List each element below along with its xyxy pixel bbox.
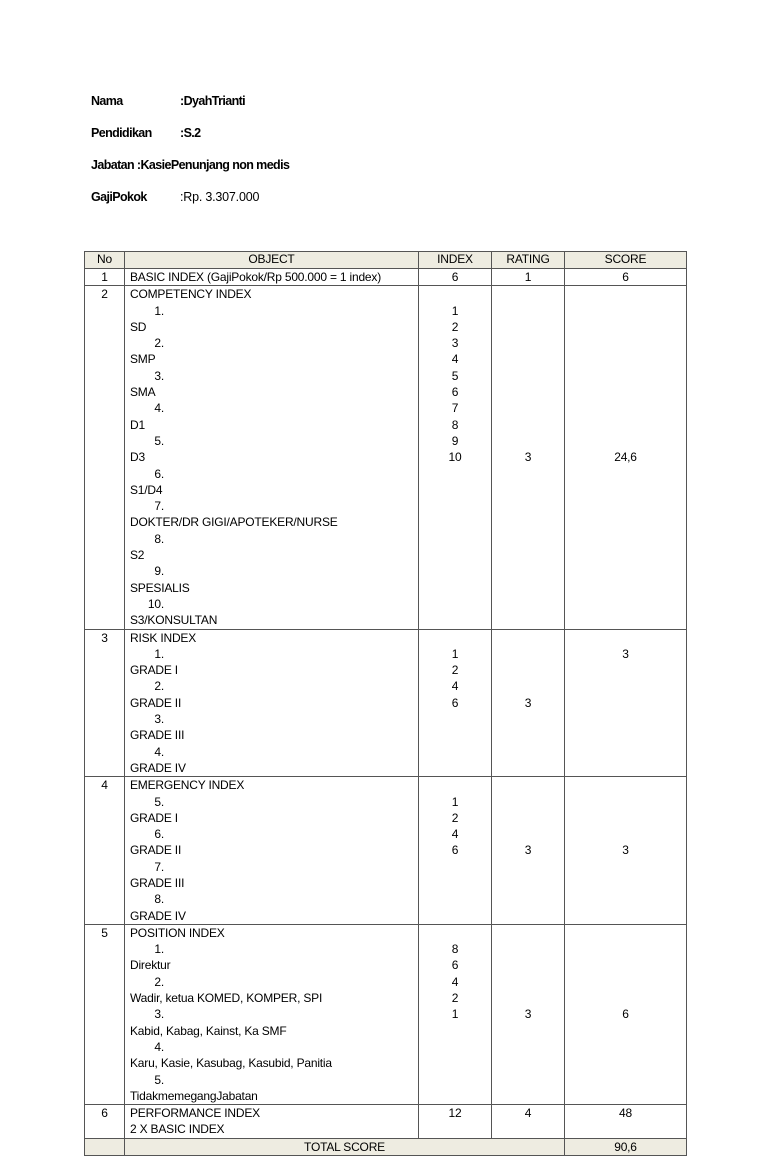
row-title: RISK INDEX	[130, 630, 197, 645]
table-row	[85, 629, 687, 777]
gaji-label: GajiPokok	[91, 190, 147, 204]
row-rating: 3	[492, 286, 565, 629]
jabatan-line: Jabatan :KasiePenunjang non medis	[91, 158, 290, 172]
list-item: 9. SPESIALIS	[130, 564, 190, 595]
table-row	[85, 777, 687, 925]
row-title: POSITION INDEX	[130, 925, 225, 940]
row-score: 48	[565, 1105, 687, 1139]
row-index: 1 2 4 6	[419, 777, 492, 925]
row-object	[125, 629, 419, 777]
row-index: 8 6 4 2 1	[419, 924, 492, 1104]
list-item: 6. GRADE II	[130, 827, 182, 858]
list-item: 2. GRADE II	[130, 679, 182, 710]
row-index: 12	[419, 1105, 492, 1139]
row-score: 3	[565, 777, 687, 925]
list-item: 7. GRADE III	[130, 859, 185, 890]
score-table	[84, 251, 687, 1156]
table-row	[85, 269, 687, 286]
row-object	[125, 1105, 419, 1139]
row-object	[125, 286, 419, 629]
list-item: 1. SD	[130, 303, 164, 334]
row-no: 4	[85, 777, 125, 925]
row-rating: 3	[492, 924, 565, 1104]
list-item: 3. SMA	[130, 368, 164, 400]
row-object	[125, 777, 419, 925]
row-index: 1 2 4 6	[419, 629, 492, 777]
list-item: 2. Wadir, ketua KOMED, KOMPER, SPI	[130, 974, 323, 1006]
row-score: 24,6	[565, 286, 687, 629]
row-index: 6	[419, 269, 492, 286]
list-item: 10. S3/KONSULTAN	[130, 596, 218, 628]
row-score: 3	[565, 629, 687, 777]
row-rating: 1	[492, 269, 565, 286]
list-item: 7. DOKTER/DR GIGI/APOTEKER/NURSE	[130, 499, 338, 530]
row-score: 6	[565, 269, 687, 286]
list-item: 3. Kabid, Kabag, Kainst, Ka SMF	[130, 1007, 287, 1038]
list-item: 4. Karu, Kasie, Kasubag, Kasubid, Panitia	[130, 1039, 332, 1071]
list-item: 5. TidakmemegangJabatan	[130, 1072, 258, 1103]
total-row	[85, 1138, 687, 1155]
nama-line	[91, 94, 246, 108]
row-title: PERFORMANCE INDEX	[130, 1106, 260, 1121]
gaji-line	[91, 190, 260, 204]
nama-value: :DyahTrianti	[180, 94, 246, 108]
row-no: 3	[85, 629, 125, 777]
col-header-no: No	[85, 252, 125, 269]
col-header-score: SCORE	[565, 252, 687, 269]
row-rating: 3	[492, 777, 565, 925]
row-object: BASIC INDEX (GajiPokok/Rp 500.000 = 1 index)	[125, 269, 419, 286]
row-index: 1 2 3 4 5 6 7 8 9 10	[419, 286, 492, 629]
row-no: 6	[85, 1105, 125, 1139]
row-rating: 3	[492, 629, 565, 777]
list-item: 2. SMP	[130, 336, 164, 367]
list-item: 8. S2	[130, 531, 164, 563]
row-subtitle: 2 X BASIC INDEX	[130, 1122, 225, 1137]
list-item: 5. D3	[130, 433, 164, 465]
list-item: 5. GRADE I	[130, 794, 178, 825]
row-rating: 4	[492, 1105, 565, 1139]
table-row	[85, 924, 687, 1104]
row-object	[125, 924, 419, 1104]
row-title: COMPETENCY INDEX	[130, 287, 252, 302]
list-item: 1. GRADE I	[130, 646, 178, 678]
pendidikan-label: Pendidikan	[91, 126, 152, 140]
row-title: EMERGENCY INDEX	[130, 778, 245, 793]
row-no: 1	[85, 269, 125, 286]
list-item: 3. GRADE III	[130, 712, 185, 743]
total-blank-cell	[85, 1138, 125, 1155]
table-row	[85, 286, 687, 629]
table-row	[85, 1105, 687, 1139]
col-header-index: INDEX	[419, 252, 492, 269]
list-item: 6. S1/D4	[130, 466, 164, 497]
list-item: 4. GRADE IV	[130, 744, 186, 775]
table-header-row	[85, 252, 687, 269]
list-item: 1. Direktur	[130, 942, 171, 973]
row-score: 6	[565, 924, 687, 1104]
pendidikan-line	[91, 126, 201, 140]
gaji-value: :Rp. 3.307.000	[180, 190, 260, 204]
total-label: TOTAL SCORE	[125, 1138, 565, 1155]
nama-label: Nama	[91, 94, 123, 108]
list-item: 8. GRADE IV	[130, 892, 186, 923]
col-header-rating: RATING	[492, 252, 565, 269]
list-item: 4. D1	[130, 401, 164, 432]
total-value: 90,6	[565, 1138, 687, 1155]
pendidikan-value: :S.2	[180, 126, 201, 140]
row-no: 2	[85, 286, 125, 629]
col-header-object: OBJECT	[125, 252, 419, 269]
row-no: 5	[85, 924, 125, 1104]
